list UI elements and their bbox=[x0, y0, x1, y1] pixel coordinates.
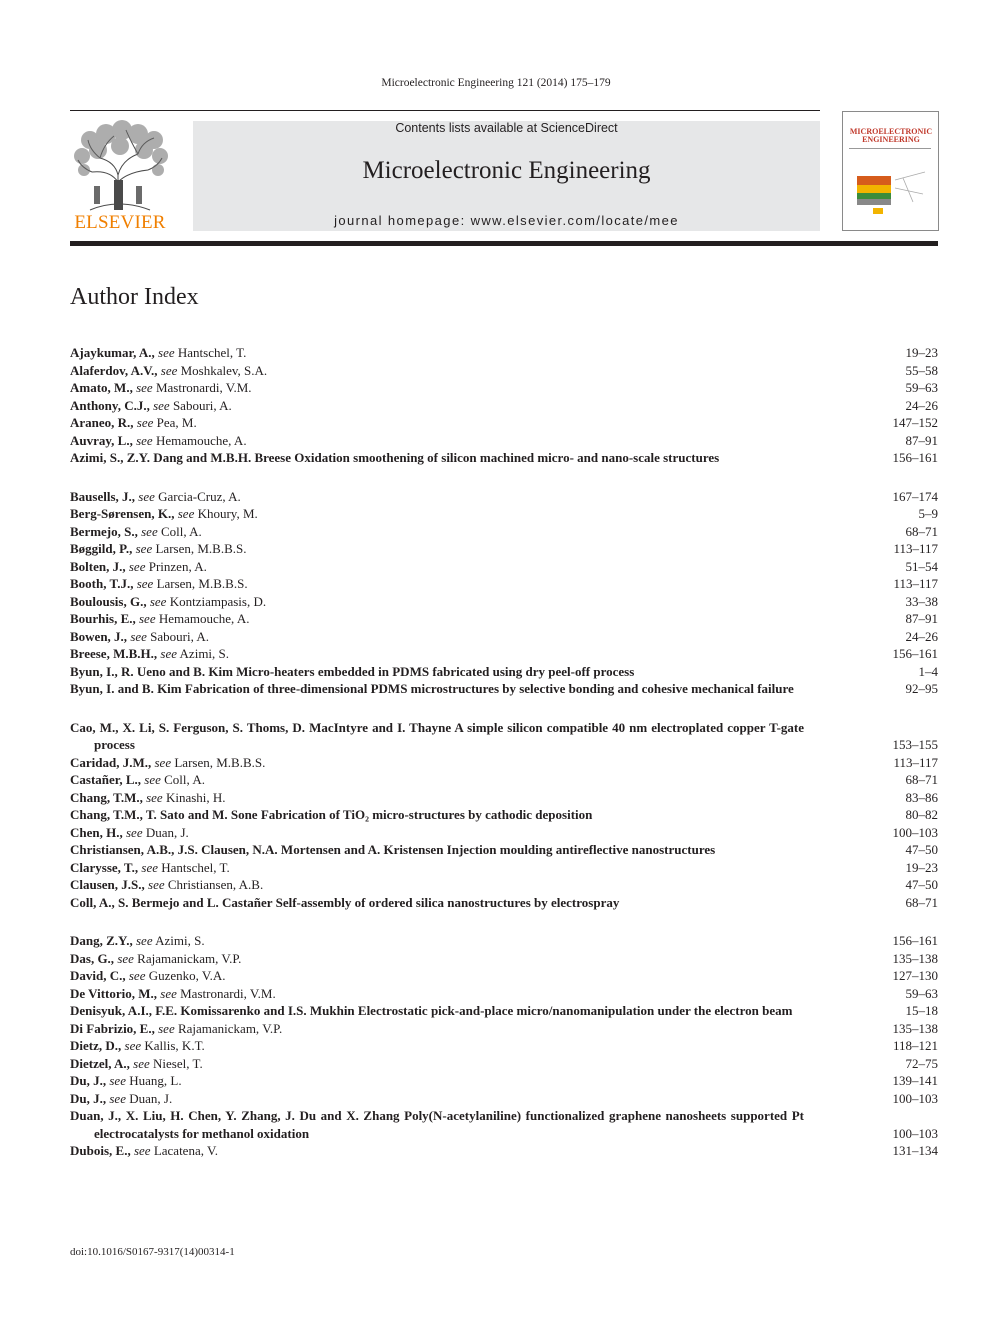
index-entry bbox=[70, 663, 938, 681]
entry-author: Ajaykumar, A., bbox=[70, 345, 155, 360]
index-entry bbox=[70, 593, 938, 611]
index-entry bbox=[70, 1090, 938, 1108]
cover-title-line-2: ENGINEERING bbox=[862, 135, 920, 144]
entry-pages: 153–155 bbox=[892, 737, 938, 752]
entry-pages: 1–4 bbox=[918, 663, 938, 679]
entry-see: see bbox=[149, 593, 167, 609]
tree-logo-icon bbox=[70, 120, 170, 212]
cover-title-line-1: MICROELECTRONIC bbox=[849, 127, 933, 136]
entry-pages: 113–117 bbox=[893, 541, 938, 556]
entry-reference: Pea, M. bbox=[156, 415, 197, 430]
entry-author: Clausen, J.S., bbox=[70, 877, 145, 892]
entry-reference: Larsen, M.B.B.S. bbox=[174, 754, 266, 770]
index-entry bbox=[70, 628, 938, 646]
entry-pages: 19–23 bbox=[905, 859, 938, 875]
entry-reference: Mastronardi, V.M. bbox=[155, 380, 252, 395]
entry-text: Azimi, S., Z.Y. Dang and M.B.H. Breese Oxidation smoothening of silicon machined micro- and nano-scale structures bbox=[70, 450, 720, 465]
entry-see: see bbox=[144, 772, 161, 787]
entry-author: Anthony, C.J., bbox=[70, 397, 150, 413]
publisher-logo[interactable] bbox=[70, 120, 170, 232]
entry-reference: Rajamanickam, V.P. bbox=[137, 950, 242, 966]
index-entry bbox=[70, 806, 938, 824]
entry-pages: 68–71 bbox=[905, 894, 938, 910]
index-entry bbox=[70, 540, 938, 558]
entry-author: Dubois, E., bbox=[70, 1143, 131, 1158]
entry-see: see bbox=[141, 859, 158, 875]
entry-author: Das, G., bbox=[70, 950, 115, 966]
entry-reference: Duan, J. bbox=[129, 1090, 173, 1106]
index-entry bbox=[70, 379, 938, 397]
entry-reference: Hemamouche, A. bbox=[155, 432, 247, 448]
entry-author: De Vittorio, M., bbox=[70, 985, 158, 1001]
entry-author: Bourhis, E., bbox=[70, 611, 136, 626]
entry-see: see bbox=[160, 362, 178, 378]
entry-reference: Sabouri, A. bbox=[172, 397, 232, 413]
entry-pages: 47–50 bbox=[905, 842, 938, 857]
entry-author: Dang, Z.Y., bbox=[70, 933, 133, 948]
entry-author: Bøggild, P., bbox=[70, 541, 133, 556]
index-entry bbox=[70, 1055, 938, 1073]
entry-see: see bbox=[109, 1090, 126, 1106]
journal-masthead bbox=[193, 121, 820, 231]
entry-pages: 113–117 bbox=[893, 754, 938, 770]
entry-see: see bbox=[138, 488, 155, 504]
entry-reference: Azimi, S. bbox=[179, 646, 230, 661]
entry-author: Breese, M.B.H., bbox=[70, 646, 158, 661]
entry-author: Berg-Sørensen, K., bbox=[70, 506, 175, 521]
entry-see: see bbox=[153, 397, 170, 413]
index-entry bbox=[70, 771, 938, 789]
journal-title: Microelectronic Engineering bbox=[362, 157, 651, 184]
entry-pages: 55–58 bbox=[905, 362, 938, 378]
entry-reference: Hantschel, T. bbox=[161, 859, 230, 875]
entry-see: see bbox=[117, 950, 134, 966]
entry-pages: 5–9 bbox=[918, 506, 938, 521]
entry-see: see bbox=[128, 558, 146, 574]
index-entry bbox=[70, 558, 938, 576]
entry-reference: Mastronardi, V.M. bbox=[180, 985, 276, 1001]
index-entry bbox=[70, 841, 938, 859]
entry-pages: 118–121 bbox=[892, 1038, 938, 1053]
entry-see: see bbox=[135, 541, 153, 556]
entry-see: see bbox=[109, 1073, 126, 1088]
entry-pages: 87–91 bbox=[905, 432, 938, 448]
entry-pages: 24–26 bbox=[905, 628, 938, 644]
entry-reference: Christiansen, A.B. bbox=[167, 877, 264, 892]
entry-author: Araneo, R., bbox=[70, 415, 134, 430]
publisher-name: ELSEVIER bbox=[74, 212, 166, 233]
entry-reference: Prinzen, A. bbox=[148, 558, 207, 574]
entry-text: Christiansen, A.B., J.S. Clausen, N.A. Mortensen and A. Kristensen Injection moulding antireflective nanostructures bbox=[70, 842, 716, 857]
entry-see: see bbox=[136, 432, 153, 448]
entry-author: Bowen, J., bbox=[70, 628, 128, 644]
entry-pages: 59–63 bbox=[905, 985, 938, 1001]
entry-author: Amato, M., bbox=[70, 380, 133, 395]
entry-see: see bbox=[133, 1055, 150, 1071]
index-entry bbox=[70, 344, 938, 362]
entry-see: see bbox=[136, 576, 154, 591]
entry-pages: 147–152 bbox=[892, 415, 938, 430]
entry-author: Auvray, L., bbox=[70, 432, 133, 448]
index-entry bbox=[70, 680, 938, 698]
entry-author: Bermejo, S., bbox=[70, 523, 138, 539]
running-head: Microelectronic Engineering 121 (2014) 175–179 bbox=[381, 77, 611, 89]
entry-pages: 135–138 bbox=[892, 950, 938, 966]
entry-author: Bolten, J., bbox=[70, 558, 126, 574]
index-entry bbox=[70, 1020, 938, 1038]
entry-reference: Khoury, M. bbox=[197, 506, 258, 521]
journal-homepage-link[interactable]: journal homepage: www.elsevier.com/locate/mee bbox=[334, 213, 679, 228]
entry-pages: 47–50 bbox=[905, 877, 938, 892]
entry-text: Chang, T.M., T. Sato and M. Sone Fabrication of TiO₂ micro-structures by cathodic deposition bbox=[70, 807, 593, 822]
entry-pages: 127–130 bbox=[892, 968, 938, 983]
entry-text: Byun, I., R. Ueno and B. Kim Micro-heaters embedded in PDMS fabricated using dry peel-off process bbox=[70, 663, 635, 679]
entry-pages: 72–75 bbox=[905, 1055, 938, 1071]
entry-author: Booth, T.J., bbox=[70, 576, 134, 591]
entry-pages: 83–86 bbox=[905, 789, 938, 805]
entry-pages: 68–71 bbox=[905, 772, 938, 787]
entry-see: see bbox=[177, 506, 195, 521]
entry-pages: 156–161 bbox=[892, 450, 938, 465]
letter-group-gap bbox=[70, 698, 938, 719]
entry-reference: Larsen, M.B.B.S. bbox=[156, 576, 248, 591]
masthead-top-rule bbox=[70, 110, 820, 111]
entry-see: see bbox=[141, 523, 158, 539]
entry-pages: 156–161 bbox=[892, 646, 938, 661]
letter-group-gap bbox=[70, 467, 938, 488]
entry-reference: Guzenko, V.A. bbox=[148, 968, 226, 983]
entry-pages: 100–103 bbox=[892, 824, 938, 840]
entry-pages: 15–18 bbox=[905, 1003, 938, 1018]
entry-see: see bbox=[158, 345, 175, 360]
index-entry bbox=[70, 876, 938, 894]
entry-pages: 51–54 bbox=[905, 558, 938, 574]
entry-see: see bbox=[158, 1020, 175, 1036]
entry-author: Boulousis, G., bbox=[70, 593, 147, 609]
entry-author: Caridad, J.M., bbox=[70, 754, 152, 770]
entry-see: see bbox=[130, 628, 147, 644]
index-entry bbox=[70, 967, 938, 985]
entry-see: see bbox=[136, 415, 154, 430]
contents-line[interactable]: Contents lists available at ScienceDirect bbox=[395, 121, 618, 135]
index-entry bbox=[70, 950, 938, 968]
entry-author: David, C., bbox=[70, 968, 126, 983]
masthead-bottom-rule bbox=[70, 241, 938, 246]
index-entry bbox=[70, 859, 938, 877]
index-entry bbox=[70, 932, 938, 950]
entry-pages: 139–141 bbox=[892, 1073, 938, 1088]
index-entry bbox=[70, 432, 938, 450]
index-entry bbox=[70, 1142, 938, 1160]
entry-reference: Sabouri, A. bbox=[150, 628, 210, 644]
entry-reference: Coll, A. bbox=[160, 523, 202, 539]
cover-title bbox=[847, 128, 935, 144]
entry-reference: Niesel, T. bbox=[153, 1055, 203, 1071]
entry-pages: 100–103 bbox=[892, 1090, 938, 1106]
entry-see: see bbox=[135, 933, 153, 948]
index-entry bbox=[70, 397, 938, 415]
entry-see: see bbox=[124, 1038, 142, 1053]
index-entry bbox=[70, 1072, 938, 1090]
entry-author: Di Fabrizio, E., bbox=[70, 1020, 155, 1036]
entry-reference: Lacatena, V. bbox=[153, 1143, 218, 1158]
footer-doi[interactable]: doi:10.1016/S0167-9317(14)00314-1 bbox=[70, 1246, 235, 1258]
index-entry bbox=[70, 414, 938, 432]
index-entry bbox=[70, 985, 938, 1003]
index-entry bbox=[70, 754, 938, 772]
index-entry bbox=[70, 645, 938, 663]
entry-author: Chang, T.M., bbox=[70, 789, 143, 805]
entry-author: Clarysse, T., bbox=[70, 859, 139, 875]
entry-see: see bbox=[128, 968, 146, 983]
entry-reference: Kinashi, H. bbox=[165, 789, 226, 805]
entry-pages: 135–138 bbox=[892, 1020, 938, 1036]
index-entry bbox=[70, 488, 938, 506]
entry-see: see bbox=[154, 754, 172, 770]
index-entry bbox=[70, 523, 938, 541]
letter-group-gap bbox=[70, 911, 938, 932]
entry-reference: Kallis, K.T. bbox=[144, 1038, 205, 1053]
entry-author: Dietz, D., bbox=[70, 1038, 122, 1053]
entry-see: see bbox=[136, 380, 153, 395]
entry-see: see bbox=[148, 877, 165, 892]
entry-see: see bbox=[139, 611, 156, 626]
entry-pages: 156–161 bbox=[892, 933, 938, 948]
entry-pages: 80–82 bbox=[905, 807, 938, 822]
entry-text: Cao, M., X. Li, S. Ferguson, S. Thoms, D. MacIntyre and I. Thayne A simple silicon compatible 40 nm electroplated copper T-gate process bbox=[70, 719, 804, 752]
index-entry bbox=[70, 449, 938, 467]
entry-reference: Rajamanickam, V.P. bbox=[177, 1020, 283, 1036]
entry-reference: Garcia-Cruz, A. bbox=[158, 488, 241, 504]
entry-author: Chen, H., bbox=[70, 824, 123, 840]
entry-reference: Moshkalev, S.A. bbox=[180, 362, 268, 378]
journal-cover-thumbnail[interactable] bbox=[842, 111, 939, 231]
entry-reference: Coll, A. bbox=[164, 772, 205, 787]
entry-see: see bbox=[146, 789, 163, 805]
index-entry bbox=[70, 789, 938, 807]
entry-pages: 68–71 bbox=[905, 523, 938, 539]
entry-see: see bbox=[133, 1143, 151, 1158]
index-entry bbox=[70, 824, 938, 842]
index-entry bbox=[70, 894, 938, 912]
entry-reference: Hemamouche, A. bbox=[158, 611, 250, 626]
entry-reference: Azimi, S. bbox=[155, 933, 205, 948]
index-entry bbox=[70, 505, 938, 523]
entry-reference: Huang, L. bbox=[129, 1073, 182, 1088]
entry-text: Coll, A., S. Bermejo and L. Castañer Self-assembly of ordered silica nanostructures by electrospray bbox=[70, 894, 620, 910]
index-entry bbox=[70, 719, 938, 754]
author-index-list bbox=[70, 344, 938, 1160]
entry-pages: 19–23 bbox=[905, 345, 938, 360]
index-entry bbox=[70, 362, 938, 380]
entry-reference: Kontziampasis, D. bbox=[169, 593, 267, 609]
entry-pages: 24–26 bbox=[905, 397, 938, 413]
index-entry bbox=[70, 610, 938, 628]
entry-author: Alaferdov, A.V., bbox=[70, 362, 158, 378]
entry-pages: 87–91 bbox=[905, 611, 938, 626]
entry-author: Du, J., bbox=[70, 1090, 107, 1106]
index-entry bbox=[70, 1107, 938, 1142]
entry-reference: Hantschel, T. bbox=[177, 345, 247, 360]
section-title: Author Index bbox=[70, 284, 199, 310]
entry-pages: 33–38 bbox=[905, 593, 938, 609]
index-entry bbox=[70, 575, 938, 593]
index-entry bbox=[70, 1037, 938, 1055]
entry-see: see bbox=[160, 646, 177, 661]
entry-pages: 92–95 bbox=[905, 681, 938, 696]
entry-text: Byun, I. and B. Kim Fabrication of three-dimensional PDMS microstructures by selective bonding and cohesive mechanical failure bbox=[70, 681, 794, 696]
entry-author: Bausells, J., bbox=[70, 488, 136, 504]
entry-reference: Duan, J. bbox=[145, 824, 189, 840]
entry-author: Dietzel, A., bbox=[70, 1055, 130, 1071]
entry-author: Du, J., bbox=[70, 1073, 107, 1088]
entry-see: see bbox=[125, 824, 143, 840]
entry-author: Castañer, L., bbox=[70, 772, 142, 787]
entry-see: see bbox=[160, 985, 177, 1001]
index-entry bbox=[70, 1002, 938, 1020]
entry-pages: 59–63 bbox=[905, 380, 938, 395]
entry-pages: 167–174 bbox=[892, 488, 938, 504]
entry-pages: 113–117 bbox=[893, 576, 938, 591]
entry-text: Duan, J., X. Liu, H. Chen, Y. Zhang, J. Du and X. Zhang Poly(N-acetylaniline) functionalized graphene nanosheets supported Pt electrocatalysts for methanol oxidation bbox=[70, 1108, 804, 1141]
entry-reference: Larsen, M.B.B.S. bbox=[155, 541, 247, 556]
entry-text: Denisyuk, A.I., F.E. Komissarenko and I.S. Mukhin Electrostatic pick-and-place micro/nanomanipulation under the electron beam bbox=[70, 1003, 793, 1018]
entry-pages: 131–134 bbox=[892, 1143, 938, 1158]
entry-pages: 100–103 bbox=[892, 1125, 938, 1141]
